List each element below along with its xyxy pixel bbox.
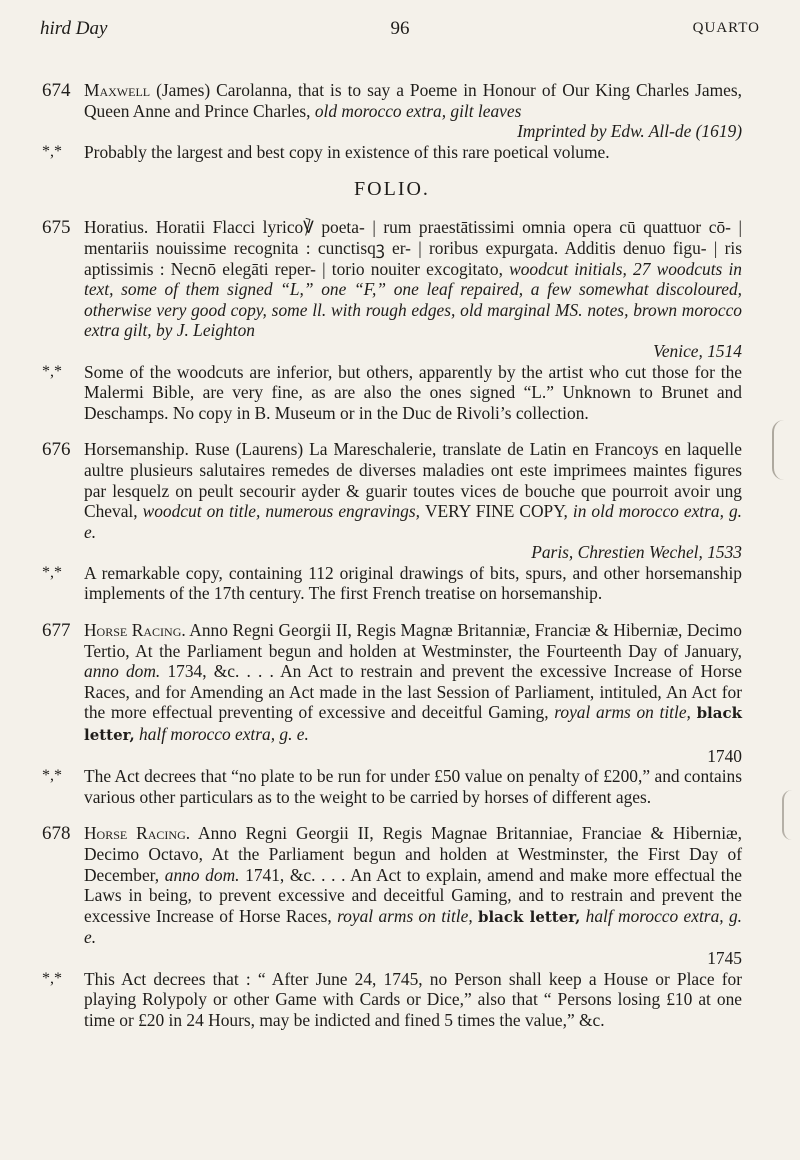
lot-title: Anno Regni Georgii II, Regis Magnae Britanniae, Franciae & Hiberniæ, Decimo Octavo, At the Parliament begun and holden at Westminster, the First Day of December, [84, 823, 743, 885]
note-text: Some of the woodcuts are inferior, but others, apparently by the artist who cut those for the Malermi Bible, are very fine, as are also the ones signed “L.” Unknown to Brunet and Deschamps. No copy in B. Museum or in the Duc de Rivoli’s collection. [84, 361, 742, 423]
lot-number: 675 [42, 217, 71, 239]
lot-imprint: 1745 [707, 947, 742, 968]
margin-mark [782, 790, 798, 840]
lot-title-cont: 1741, &c. . . . An Act to explain, amend and make more effectual the Laws in being, to prevent excessive and deceitful Gaming, and to restrain and prevent the excessive Increase of Horse Races, [84, 864, 742, 926]
lot-description [84, 80, 742, 142]
lot-title-cont: 1734, &c. . . . An Act to restrain and prevent the excessive Increase of Horse Races, and for Amending an Act made in the last Session of Parliament, intituled, An Act for the more effectual preventing of excessive and deceitful Gaming, [84, 661, 742, 723]
lot-anno: anno dom. [164, 864, 240, 885]
catalogue-entries [42, 80, 742, 1046]
lot-678 [42, 823, 742, 1030]
lot-note [42, 766, 742, 807]
lot-imprint: Imprinted by Edw. All-de (1619) [517, 121, 742, 142]
lot-heading: Horse Racing. [84, 823, 191, 844]
lot-674 [42, 80, 742, 162]
lot-675 [42, 217, 742, 423]
lot-number: 677 [42, 620, 71, 642]
note-asterism: *,* [42, 362, 62, 380]
lot-676 [42, 439, 742, 604]
note-text: This Act decrees that : “ After June 24, 1745, no Person shall keep a House or Place for playing Rolypoly or other Game with Cards or Dice,” also that “ Persons losing £10 at one time or £20 in 24 Hours, may be indicted and fined 5 times the value,” &c. [84, 968, 742, 1030]
note-text: A remarkable copy, containing 112 original drawings of bits, spurs, and other horsemanship implements of the 17th century. The first French treatise on horsemanship. [84, 562, 742, 604]
lot-note [42, 362, 742, 424]
lot-note [42, 969, 742, 1031]
lot-heading: Maxwell [84, 80, 151, 100]
lot-typeface: black letter, [478, 907, 581, 926]
lot-imprint: Paris, Chrestien Wechel, 1533 [531, 542, 742, 563]
lot-copy-grade: VERY FINE COPY, [424, 501, 568, 522]
lot-condition: woodcut on title, numerous engravings, [142, 501, 425, 522]
lot-binding: old morocco extra, gilt leaves [314, 100, 522, 121]
running-head-left: hird Day [40, 18, 108, 39]
lot-note [42, 563, 742, 604]
lot-title: Horatii Flacci lyrico℣ poeta- | rum praestātissimi omnia opera cū quattuor cō- | mentariis nouissime recognita : cunctisqꝫ er- | roribus expurgata. Additis denuo figu- | ris aptissimis : Necnō elegāti reper- | torio nouiter excogitato, [84, 217, 742, 279]
section-heading-folio: FOLIO. [354, 178, 430, 201]
lot-description [84, 439, 742, 563]
lot-heading: Horse Racing. [84, 620, 186, 641]
lot-description [84, 620, 742, 766]
lot-number: 676 [42, 439, 71, 461]
note-asterism: *,* [42, 969, 62, 987]
lot-description [84, 823, 742, 968]
lot-imprint: 1740 [707, 745, 742, 766]
note-asterism: *,* [42, 563, 62, 581]
margin-mark [772, 420, 798, 480]
running-head [40, 18, 760, 48]
lot-title: (James) Carolanna, that is to say a Poeme in Honour of Our King Charles James, Queen Anne and Prince Charles, [84, 80, 742, 121]
lot-condition: royal arms on title, [337, 905, 478, 926]
lot-imprint: Venice, 1514 [653, 340, 742, 361]
note-text: The Act decrees that “no plate to be run for under £50 value on penalty of £200,” and contains various other particulars as to the weight to be carried by horses of different ages. [84, 766, 742, 807]
lot-condition: royal arms on title, [554, 702, 697, 723]
running-head-right: QUARTO [692, 20, 760, 36]
lot-number: 678 [42, 823, 71, 845]
lot-note [42, 142, 742, 163]
lot-anno: anno dom. [84, 661, 161, 682]
lot-typeface: black letter, [84, 704, 742, 745]
lot-number: 674 [42, 80, 71, 101]
lot-binding: half morocco extra, g. e. [84, 905, 742, 948]
note-asterism: *,* [42, 767, 62, 785]
note-asterism: *,* [42, 142, 62, 160]
lot-677 [42, 620, 742, 807]
lot-condition: woodcut initials, 27 woodcuts in text, some of them signed “L,” one “F,” one leaf repaired, a few somewhat discoloured, otherwise very good copy, some ll. with rough edges, old marginal MS. notes, brown morocco extra gilt, by J. Leighton [84, 258, 742, 341]
page-number: 96 [390, 18, 410, 39]
lot-heading: Horsemanship. [84, 439, 189, 460]
lot-title: Anno Regni Georgii II, Regis Magnæ Britanniæ, Franciæ & Hiberniæ, Decimo Tertio, At the Parliament begun and holden at Westminster, the Fourteenth Day of January, [84, 620, 742, 661]
lot-binding: half morocco extra, g. e. [134, 724, 309, 745]
note-text: Probably the largest and best copy in existence of this rare poetical volume. [84, 141, 610, 162]
lot-description [84, 217, 742, 361]
lot-heading: Horatius. [84, 217, 149, 238]
lot-title: Ruse (Laurens) La Mareschalerie, translate de Latin en Francoys en laquelle aultre plusieurs salutaires remedes de diverses maladies ont este imprimees maintes figures par lesquelz on peult secourir ayder & guarir toutes vices de bouche que pourroit avoir ung Cheval, [84, 439, 742, 522]
lot-binding: in old morocco extra, g. e. [84, 501, 742, 542]
